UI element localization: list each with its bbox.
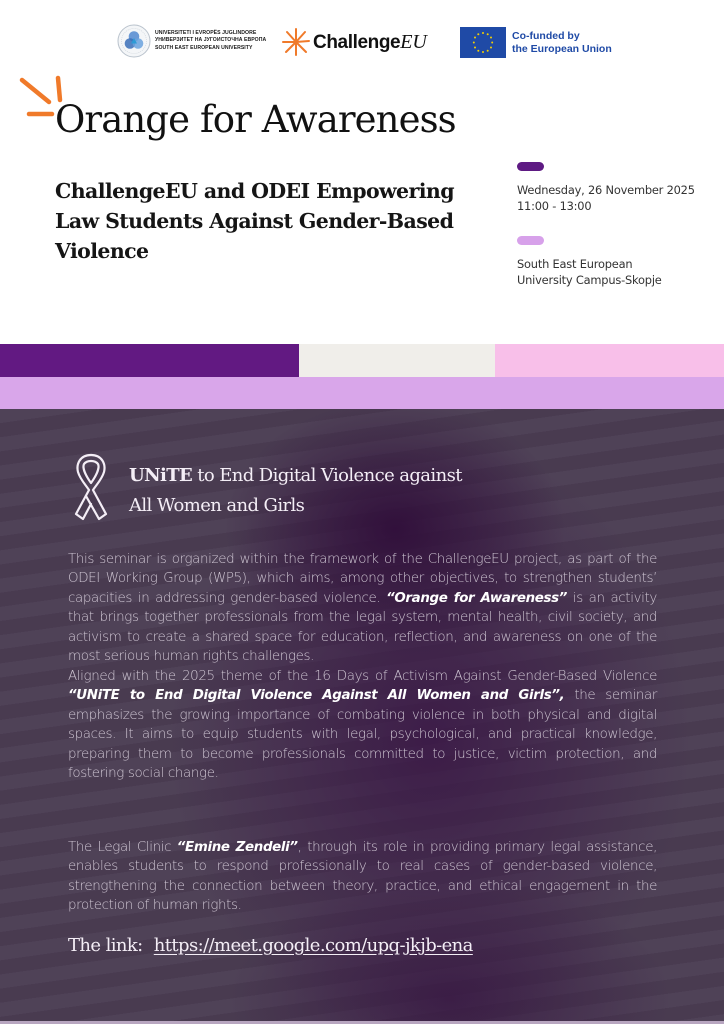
meeting-link[interactable]: https://meet.google.com/upq-jkjb-ena — [153, 935, 473, 956]
color-band-cream — [299, 344, 495, 377]
event-location: South East European University Campus-Skopje — [517, 257, 662, 287]
event-date: Wednesday, 26 November 2025 — [517, 183, 695, 197]
location-marker-pill — [517, 236, 544, 245]
meeting-link-row — [68, 935, 473, 956]
challengeeu-logo — [281, 27, 427, 57]
meeting-link-label: The link: — [68, 935, 143, 956]
paragraph-intro: This seminar is organized within the framework of the ChallengeEU project, as part of the ODEI Working Group (WP5), which aims, among other objectives, to strengthen students’ capacities in addressing gender-based violence. “Orange for Awareness” is an activity that brings together professionals from the legal system, mental health, civil society, and activism to create a shared space for education, reflection, and awareness on one of the most serious human rights challenges. — [68, 552, 658, 665]
color-band-lavender — [0, 377, 724, 409]
event-subtitle: ChallengeEU and ODEI Empowering Law Students Against Gender-Based Violence — [55, 179, 454, 263]
color-band-pink — [495, 344, 724, 377]
logo-bar — [0, 22, 724, 62]
paragraph-legal-clinic: The Legal Clinic “Emine Zendeli”, through its role in providing primary legal assistance, enables students to respond professionally to real cases of gender-based violence, strengthening the connection between theory, practice, and ethical engagement in the protection of human rights. — [68, 840, 657, 914]
page-title: Orange for Awareness — [55, 98, 456, 141]
eu-flag-icon — [460, 27, 506, 58]
seeu-logo — [117, 24, 276, 58]
campaign-heading: UNiTE to End Digital Violence against All Women and Girls — [129, 465, 462, 516]
event-datetime — [517, 182, 695, 214]
eu-cofunded-logo — [460, 27, 612, 58]
eu-cofunded-text: Co-funded by the European Union — [512, 30, 612, 55]
seeu-emblem-icon — [117, 24, 151, 58]
awareness-ribbon-icon — [70, 452, 112, 522]
sunburst-icon — [281, 27, 311, 57]
date-marker-pill — [517, 162, 544, 171]
seeu-name: UNIVERSITETI I EVROPËS JUGLINDORE УНИВЕРЗИТЕТ НА ЈУГОИСТОЧНА ЕВРОПА SOUTH EAST EUROPEAN UNIVERSITY — [155, 29, 267, 51]
color-band-purple — [0, 344, 299, 377]
paragraph-theme: Aligned with the 2025 theme of the 16 Days of Activism Against Gender-Based Violence “UNiTE to End Digital Violence Against All Women and Girls”, the seminar emphasizes the growing importance of combating violence in both physical and digital spaces. It aims to equip students with legal, psychological, and practical knowledge, preparing them to become professionals committed to justice, victim protection, and fostering social change. — [68, 669, 658, 782]
event-time: 11:00 - 13:00 — [517, 199, 592, 213]
challengeeu-wordmark: ChallengeEU — [313, 30, 427, 53]
